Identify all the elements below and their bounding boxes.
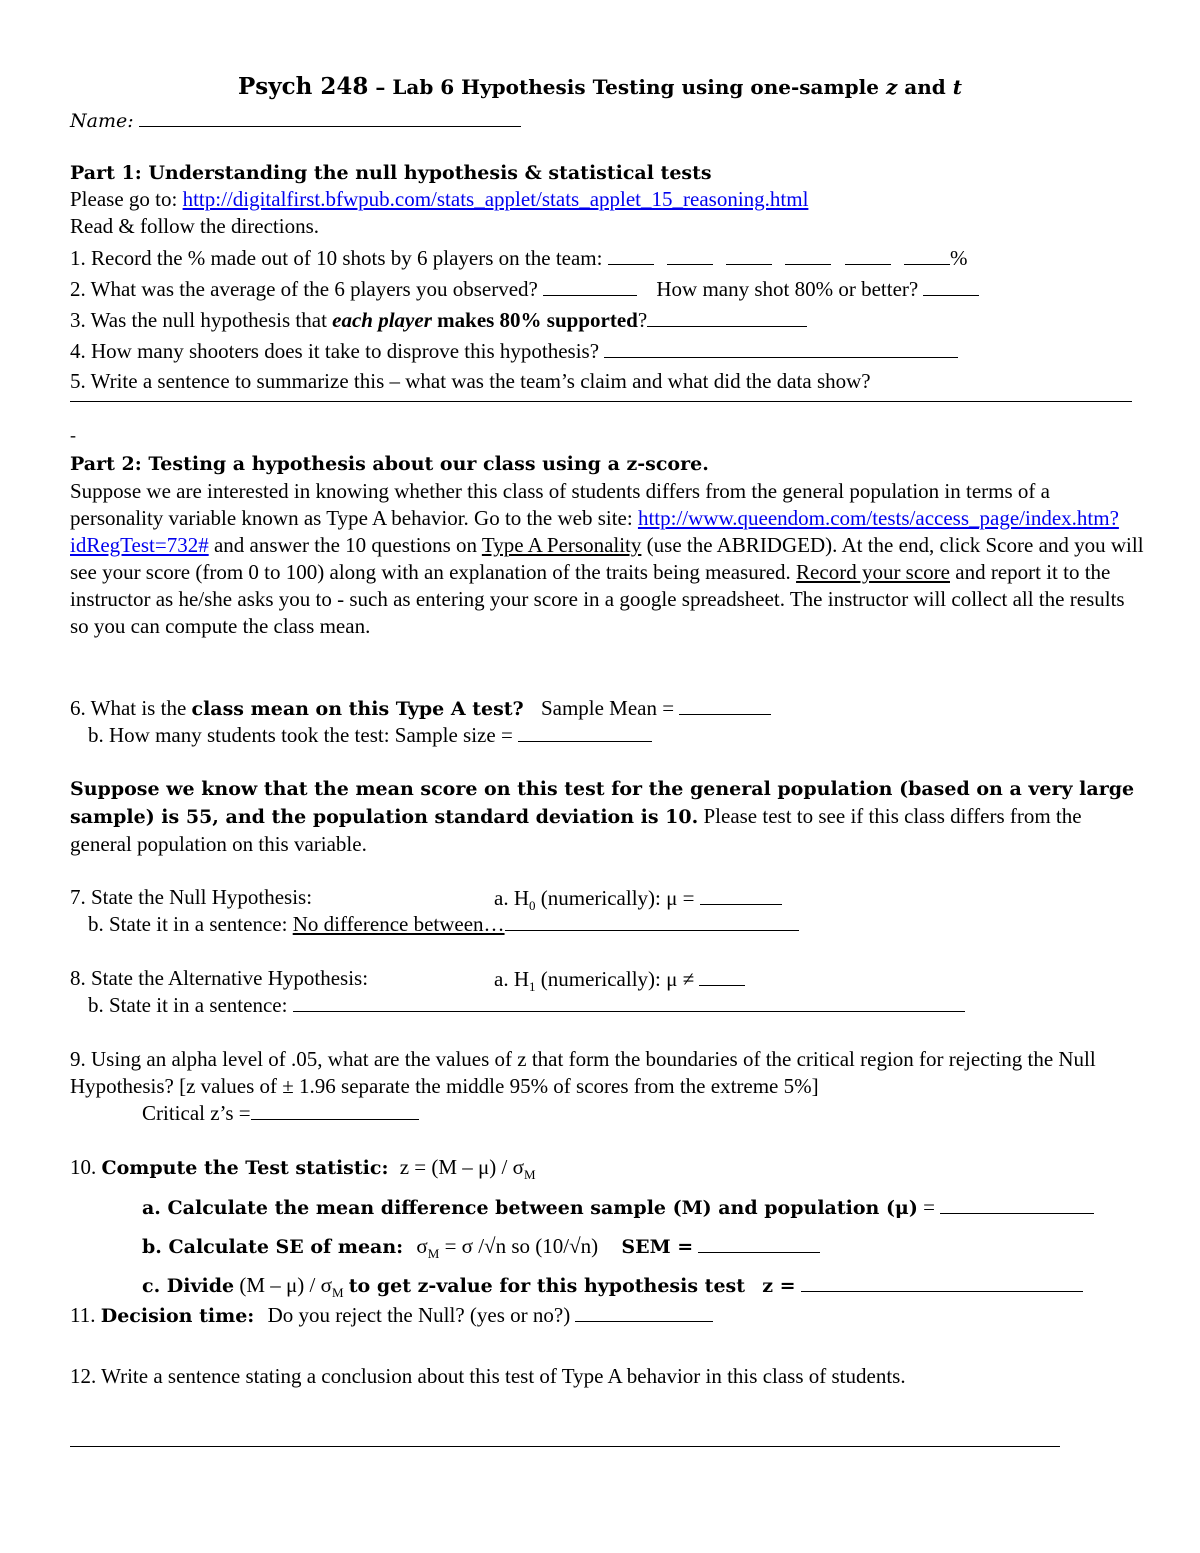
z-formula: z = (M – μ) / σ bbox=[399, 1155, 524, 1179]
average-field[interactable] bbox=[543, 275, 637, 296]
question-2 bbox=[70, 275, 979, 303]
course-code: Psych 248 bbox=[238, 73, 369, 100]
title-dash: – bbox=[375, 75, 386, 99]
h0-label: a. H bbox=[494, 886, 529, 910]
applet-link[interactable]: http://digitalfirst.bfwpub.com/stats_applet/stats_applet_15_reasoning.html bbox=[182, 187, 809, 211]
question-7a bbox=[494, 884, 782, 912]
type-a-personality-link[interactable]: Type A Personality bbox=[481, 533, 642, 557]
sem-sigma: σ bbox=[416, 1234, 428, 1258]
mean-difference-text: a. Calculate the mean difference between sample (M) and population (μ) bbox=[142, 1197, 918, 1219]
shot-field-1[interactable] bbox=[608, 244, 654, 265]
question-10-bold: Compute the Test statistic: bbox=[101, 1157, 389, 1179]
question-4 bbox=[70, 337, 958, 365]
question-11-number: 11. bbox=[70, 1303, 96, 1327]
suppose-bold-text: Suppose we know that the mean score on this test for the general population (based on a very large sample) is 55, and the population standard deviation is 10. bbox=[70, 778, 1135, 828]
sample-size-label: b. How many students took the test: Sample size = bbox=[88, 723, 513, 747]
sem-formula: = σ /√n so (10/√n) bbox=[444, 1234, 599, 1258]
shooters-field[interactable] bbox=[604, 337, 958, 358]
question-3-bold: makes 80% supported bbox=[437, 308, 638, 332]
h1-label: a. H bbox=[494, 967, 529, 991]
part2-heading: Part 2: Testing a hypothesis about our class using a z-score. bbox=[70, 453, 709, 475]
h1-numeric-field[interactable] bbox=[699, 965, 745, 986]
sample-size-field[interactable] bbox=[518, 721, 652, 742]
critical-z-field[interactable] bbox=[251, 1099, 419, 1120]
shot-field-5[interactable] bbox=[845, 244, 891, 265]
z-value-field[interactable] bbox=[801, 1271, 1083, 1292]
name-label: Name: bbox=[70, 110, 134, 132]
part1-goto-line bbox=[70, 186, 808, 213]
decision-bold-text: Decision time: bbox=[100, 1305, 255, 1327]
null-sentence-label: b. State it in a sentence: bbox=[88, 912, 288, 936]
question-1 bbox=[70, 244, 967, 272]
question-4-text: 4. How many shooters does it take to disprove this hypothesis? bbox=[70, 339, 600, 363]
shot-field-4[interactable] bbox=[785, 244, 831, 265]
question-11 bbox=[70, 1301, 713, 1330]
shot-field-2[interactable] bbox=[667, 244, 713, 265]
alt-sentence-field[interactable] bbox=[293, 991, 965, 1012]
null-sentence-prompt: No difference between… bbox=[292, 912, 505, 936]
z-formula-subscript: M bbox=[523, 1167, 536, 1183]
question-6-text: 6. What is the bbox=[70, 696, 187, 720]
queendom-link[interactable]: http://www.queendom.com/tests/access_page/index.htm?idRegTest=732# bbox=[70, 506, 1119, 557]
question-3-text: 3. Was the null hypothesis that bbox=[70, 308, 327, 332]
record-score-text: Record your score bbox=[796, 560, 950, 584]
suppose-rest-text: Please test to see if this class differs from the general population on this variable. bbox=[70, 804, 1082, 856]
question-8a bbox=[494, 965, 745, 993]
question-2b-text: How many shot 80% or better? bbox=[656, 277, 919, 301]
mean-difference-field[interactable] bbox=[940, 1193, 1094, 1214]
question-10c bbox=[142, 1271, 1083, 1300]
question-6-bold: class mean on this Type A test? bbox=[191, 698, 524, 720]
dash-mark: - bbox=[70, 425, 76, 445]
mean-difference-equals: = bbox=[923, 1195, 935, 1219]
question-7b bbox=[88, 910, 799, 938]
divide-formula: (M – μ) / σ bbox=[239, 1273, 332, 1297]
shot-field-3[interactable] bbox=[726, 244, 772, 265]
h0-numeric-field[interactable] bbox=[700, 884, 782, 905]
null-sentence-field[interactable] bbox=[505, 910, 799, 931]
critical-z-label: Critical z’s = bbox=[142, 1101, 251, 1125]
question-10-number: 10. bbox=[70, 1155, 97, 1179]
question-8-text: 8. State the Alternative Hypothesis: bbox=[70, 966, 369, 990]
question-7-text: 7. State the Null Hypothesis: bbox=[70, 885, 313, 909]
h0-subscript: 0 bbox=[529, 898, 536, 914]
question-10 bbox=[70, 1154, 536, 1182]
title-and: and bbox=[904, 75, 946, 99]
null-supported-field[interactable] bbox=[647, 306, 807, 327]
suppose-paragraph bbox=[70, 775, 1145, 858]
intro-text-2: and answer the 10 questions on bbox=[213, 533, 477, 557]
sem-bold-text: b. Calculate SE of mean: bbox=[142, 1236, 404, 1258]
question-3-mark: ? bbox=[637, 308, 648, 332]
question-8b bbox=[88, 991, 965, 1019]
name-field[interactable] bbox=[139, 106, 521, 127]
page-title bbox=[0, 73, 1200, 101]
sem-field[interactable] bbox=[698, 1232, 820, 1253]
sem-label: SEM = bbox=[621, 1236, 694, 1258]
question-1-text: 1. Record the % made out of 10 shots by 6 players on the team: bbox=[70, 246, 603, 270]
question-9-text: 9. Using an alpha level of .05, what are the values of z that form the boundaries of the critical region for rejecting the Null Hypothesis? [z values of ± 1.96 separate the middle 95% of scores from the extreme 5%] bbox=[70, 1047, 1096, 1098]
name-row bbox=[70, 106, 521, 135]
question-2-text: 2. What was the average of the 6 players you observed? bbox=[70, 277, 538, 301]
part2-intro bbox=[70, 478, 1145, 640]
z-value-label: z = bbox=[762, 1275, 796, 1297]
intro-text-1: Suppose we are interested in knowing whether this class of students differs from the general population in terms of a personality variable known as Type A behavior. Go to the web site: bbox=[70, 479, 1050, 530]
decision-question: Do you reject the Null? (yes or no?) bbox=[267, 1303, 571, 1327]
goto-label: Please go to: bbox=[70, 187, 178, 211]
h1-subscript: 1 bbox=[529, 979, 536, 995]
sample-mean-label: Sample Mean = bbox=[540, 696, 675, 720]
divide-bold-text: c. Divide bbox=[142, 1275, 235, 1297]
intro-text-4: and report it to the instructor as he/she asks you to - such as entering your score in a google spreadsheet. The instructor will collect all the results so you can compute the class mean. bbox=[70, 560, 1125, 638]
count-80-field[interactable] bbox=[923, 275, 979, 296]
divide-subscript: M bbox=[331, 1285, 344, 1301]
question-3-emphasis: each player bbox=[332, 308, 432, 332]
h0-numeric-label: (numerically): μ = bbox=[540, 886, 695, 910]
title-z: z bbox=[885, 75, 898, 99]
question-5-answer-line[interactable] bbox=[70, 401, 1132, 402]
question-6b bbox=[88, 721, 652, 749]
lab-title: Lab 6 Hypothesis Testing using one-sample bbox=[392, 75, 879, 99]
percent-sign: % bbox=[949, 246, 968, 270]
question-3 bbox=[70, 306, 807, 334]
question-10b bbox=[142, 1232, 820, 1261]
sem-subscript: M bbox=[427, 1246, 440, 1262]
question-12-text: 12. Write a sentence stating a conclusion about this test of Type A behavior in this class of students. bbox=[70, 1364, 906, 1388]
question-10a bbox=[142, 1193, 1094, 1222]
sample-mean-field[interactable] bbox=[679, 694, 771, 715]
alt-sentence-label: b. State it in a sentence: bbox=[88, 993, 288, 1017]
question-5-text: 5. Write a sentence to summarize this – what was the team’s claim and what did the data show? bbox=[70, 369, 871, 393]
divide-bold-text-2: to get z-value for this hypothesis test bbox=[348, 1275, 746, 1297]
h1-numeric-label: (numerically): μ ≠ bbox=[540, 967, 695, 991]
shot-field-6[interactable] bbox=[904, 244, 950, 265]
intro-text-3: (use the ABRIDGED). At the end, click Score and you will see your score (from 0 to 100) along with an explanation of the traits being measured. bbox=[70, 533, 1144, 584]
critical-z-row bbox=[142, 1099, 419, 1127]
question-6 bbox=[70, 694, 771, 723]
decision-field[interactable] bbox=[575, 1301, 713, 1322]
read-directions: Read & follow the directions. bbox=[70, 214, 320, 238]
conclusion-answer-line[interactable] bbox=[70, 1446, 1060, 1447]
part1-heading: Part 1: Understanding the null hypothesis & statistical tests bbox=[70, 162, 712, 184]
title-t: t bbox=[952, 75, 962, 99]
